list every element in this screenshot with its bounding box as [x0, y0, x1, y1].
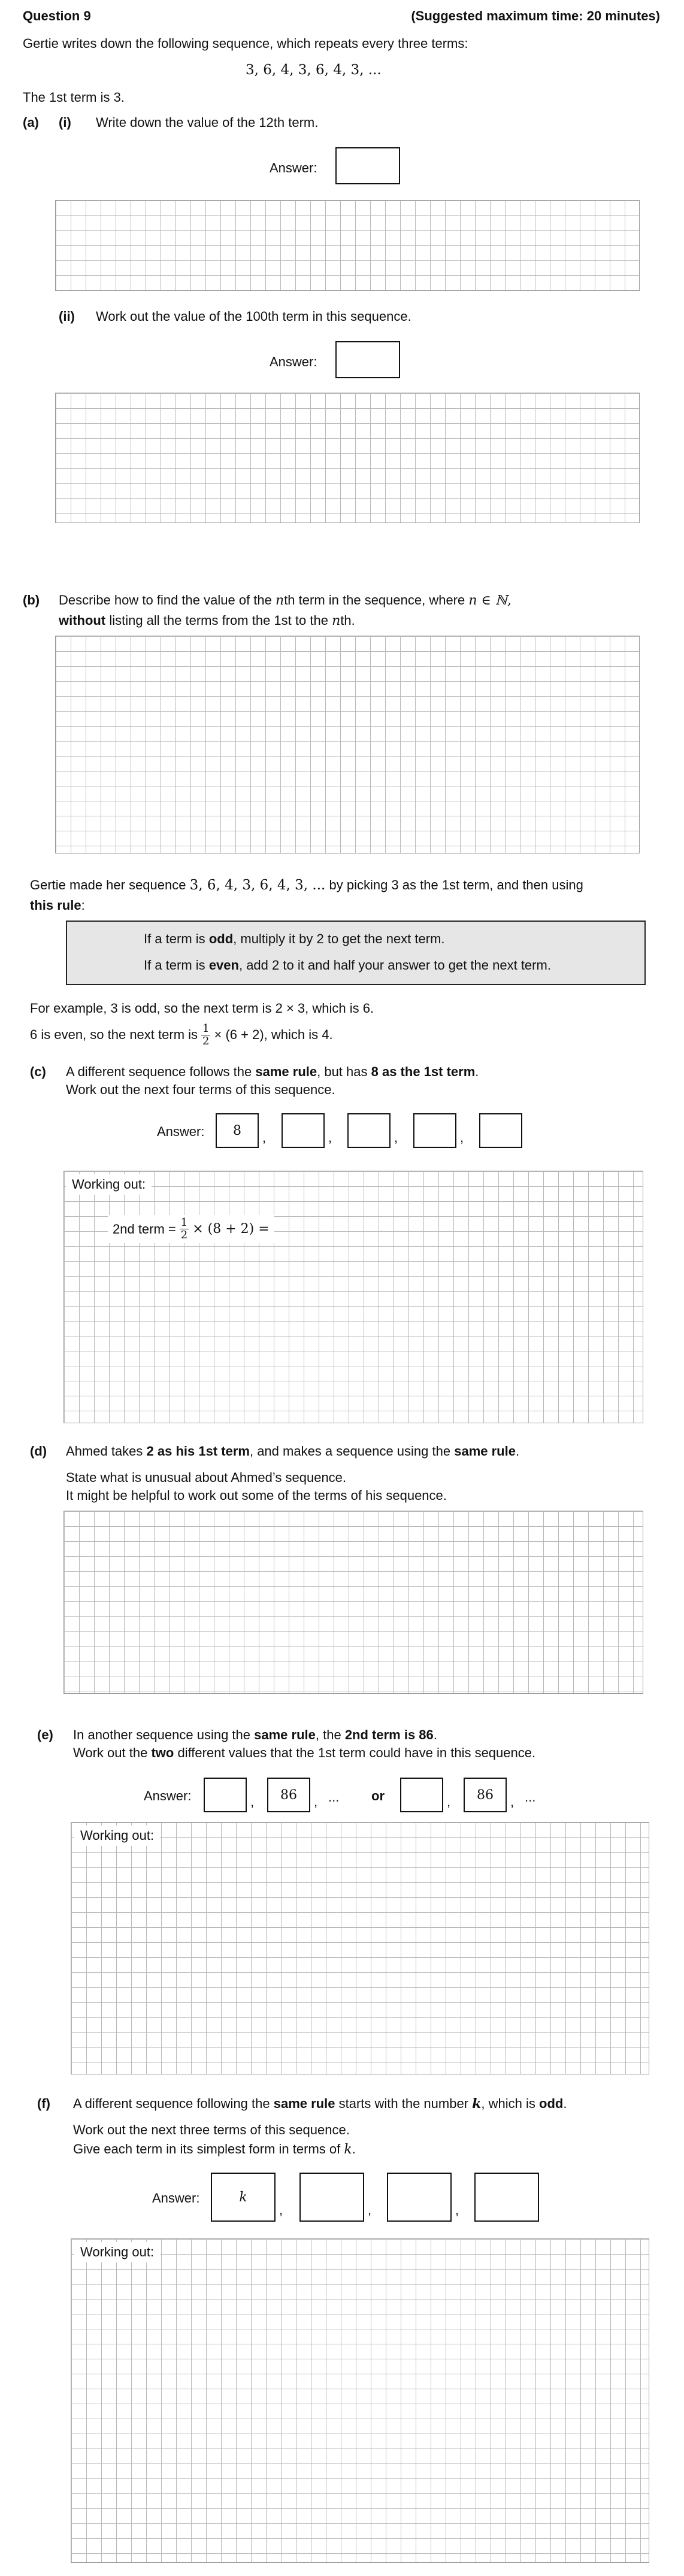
emphasis-text: 8 as the 1st term [371, 1064, 476, 1079]
first-term-text: The 1st term is 3. [23, 90, 125, 105]
part-b-text: listing all the terms from the 1st to the [109, 613, 328, 628]
answer-box-c-5[interactable] [479, 1113, 522, 1148]
example-text: 6 is even, so the next term is [30, 1027, 198, 1042]
answer-label: Answer: [144, 1788, 192, 1803]
comma: , [328, 1130, 332, 1145]
part-b-text: Describe how to find the value of the [59, 593, 272, 607]
suggested-time: (Suggested maximum time: 20 minutes) [411, 8, 660, 23]
ellipsis: ... [525, 1790, 536, 1805]
comma: , [394, 1130, 398, 1145]
rule-text: If a term is [144, 931, 205, 946]
comma: , [368, 2203, 372, 2217]
answer-box-c-2[interactable] [282, 1113, 325, 1148]
emphasis-text: 2 as his 1st term [146, 1444, 250, 1459]
part-f-text: A different sequence following the [73, 2096, 270, 2111]
math-condition: n ∈ ℕ, [468, 593, 512, 608]
emphasis-text: 2nd term is 86 [344, 1727, 434, 1742]
emphasis-text: odd [208, 931, 234, 946]
part-a-i-label: (i) [59, 115, 71, 130]
working-grid-f[interactable] [71, 2238, 649, 2563]
answer-box-c-3[interactable] [347, 1113, 391, 1148]
answer-box-f-2[interactable] [299, 2173, 364, 2222]
fraction-denominator: 2 [202, 1034, 210, 1047]
part-c-question-line-1 [66, 1064, 479, 1080]
part-d-text: , and makes a sequence using the [249, 1444, 451, 1459]
punctuation: . [563, 2096, 567, 2111]
answer-label: Answer: [152, 2191, 200, 2206]
rule-intro-text: Gertie made her sequence [30, 877, 186, 892]
math-n: n [332, 613, 341, 628]
rule-intro-text: by picking 3 as the 1st term, and then using [329, 877, 583, 892]
comma: , [447, 1794, 451, 1809]
rule-text: , multiply it by 2 to get the next term. [233, 931, 445, 946]
part-a-i-question: Write down the value of the 12th term. [96, 115, 319, 130]
part-d-label: (d) [30, 1444, 47, 1459]
punctuation: . [475, 1064, 479, 1079]
answer-box-f-4[interactable] [474, 2173, 539, 2222]
ellipsis: ... [328, 1790, 340, 1805]
emphasis-text: same rule [454, 1444, 516, 1459]
part-e-question-line-1 [73, 1727, 437, 1743]
answer-label: Answer: [270, 354, 317, 369]
hint-text: 2nd term = [113, 1221, 176, 1237]
part-a-ii-question: Work out the value of the 100th term in this sequence. [96, 309, 411, 324]
answer-box-a-ii[interactable] [335, 341, 400, 378]
part-f-question-line-2: Work out the next three terms of this sequence. [73, 2122, 350, 2137]
part-b-label: (b) [23, 593, 40, 607]
answer-box-e-2[interactable] [400, 1778, 443, 1812]
part-f-text: starts with the number [338, 2096, 469, 2111]
or-label: or [371, 1788, 385, 1803]
answer-label: Answer: [270, 160, 317, 175]
working-grid-c[interactable] [63, 1171, 643, 1423]
part-b-question-line-1 [59, 593, 512, 608]
answer-box-f-1: k [211, 2173, 276, 2222]
part-e-label: (e) [37, 1727, 53, 1742]
sequence-display: 3, 6, 4, 3, 6, 4, 3, ... [246, 62, 382, 78]
example-line-2 [30, 1020, 333, 1050]
emphasis-text: two [151, 1745, 174, 1760]
hint-text: × (8 + 2) = [192, 1222, 270, 1237]
punctuation: . [352, 2141, 356, 2156]
comma: , [510, 1794, 514, 1809]
comma: , [455, 2203, 459, 2217]
rule-intro-line-1 [30, 877, 583, 893]
comma: , [314, 1794, 318, 1809]
fraction-half [201, 1023, 210, 1047]
part-c-text: , but has [317, 1064, 368, 1079]
part-c-hint [108, 1215, 274, 1243]
example-line-1: For example, 3 is odd, so the next term is 2 × 3, which is 6. [30, 1001, 374, 1016]
part-c-text: A different sequence follows the [66, 1064, 252, 1079]
fraction-half [180, 1217, 189, 1241]
part-c-label: (c) [30, 1064, 46, 1079]
part-f-text: Give each term in its simplest form in terms of [73, 2141, 341, 2156]
working-grid-b[interactable] [55, 636, 640, 853]
rule-sequence: 3, 6, 4, 3, 6, 4, 3, ... [189, 877, 326, 893]
part-d-text: Ahmed takes [66, 1444, 143, 1459]
part-e-text: , the [315, 1727, 341, 1742]
question-title: Question 9 [23, 8, 91, 23]
part-e-question-line-2 [73, 1745, 535, 1761]
emphasis-text: same rule [273, 2096, 335, 2111]
emphasis-text: without [59, 613, 106, 628]
rule-odd [144, 931, 445, 947]
math-k: k [472, 2096, 482, 2112]
working-grid-d[interactable] [63, 1511, 643, 1694]
rule-even [144, 958, 551, 973]
part-e-text: In another sequence using the [73, 1727, 251, 1742]
answer-box-e-1[interactable] [204, 1778, 247, 1812]
part-c-question-line-2: Work out the next four terms of this sequence. [66, 1082, 335, 1097]
working-out-label: Working out: [74, 1825, 160, 1846]
rule-text: , add 2 to it and half your answer to get the next term. [238, 958, 551, 973]
intro-text: Gertie writes down the following sequence, which repeats every three terms: [23, 36, 468, 51]
part-f-question-line-3 [73, 2141, 356, 2157]
part-f-question-line-1 [73, 2096, 567, 2112]
rule-box [66, 921, 646, 985]
part-d-question-line-2: State what is unusual about Ahmed’s sequence. [66, 1470, 347, 1485]
comma: , [279, 2203, 283, 2217]
part-b-text: th term in the sequence, where [284, 593, 465, 607]
punctuation: : [81, 898, 85, 913]
answer-box-a-i[interactable] [335, 147, 400, 184]
emphasis-text: odd [539, 2096, 564, 2111]
emphasis-text: this rule [30, 898, 81, 913]
answer-box-e-86-second: 86 [464, 1778, 507, 1812]
comma: , [250, 1794, 255, 1809]
part-d-question-line-3: It might be helpful to work out some of the terms of his sequence. [66, 1488, 447, 1503]
fraction-numerator: 1 [180, 1216, 188, 1229]
rule-intro-line-2 [30, 898, 85, 913]
working-grid-a-ii[interactable] [55, 393, 640, 523]
math-n: n [276, 593, 285, 608]
part-d-question-line-1 [66, 1444, 519, 1459]
working-grid-e[interactable] [71, 1822, 649, 2074]
answer-box-f-3[interactable] [387, 2173, 452, 2222]
part-e-text: Work out the [73, 1745, 148, 1760]
punctuation: . [433, 1727, 437, 1742]
part-a-ii-label: (ii) [59, 309, 75, 324]
answer-box-c-1: 8 [216, 1113, 259, 1148]
answer-label: Answer: [157, 1124, 205, 1139]
working-out-label: Working out: [66, 1174, 152, 1195]
part-f-label: (f) [37, 2096, 50, 2111]
punctuation: . [515, 1444, 520, 1459]
emphasis-text: even [208, 958, 239, 973]
emphasis-text: same rule [254, 1727, 316, 1742]
part-b-question-line-2 [59, 613, 355, 628]
fraction-denominator: 2 [180, 1229, 188, 1241]
part-a-label: (a) [23, 115, 39, 130]
comma: , [460, 1130, 464, 1145]
working-grid-a-i[interactable] [55, 200, 640, 291]
math-k: k [344, 2142, 352, 2157]
answer-box-e-86: 86 [267, 1778, 310, 1812]
part-f-text: , which is [481, 2096, 535, 2111]
example-text: × (6 + 2), which is 4. [214, 1027, 333, 1042]
comma: , [262, 1130, 267, 1145]
emphasis-text: same rule [255, 1064, 317, 1079]
answer-box-c-4[interactable] [413, 1113, 456, 1148]
rule-text: If a term is [144, 958, 205, 973]
part-e-text: different values that the 1st term could have in this sequence. [177, 1745, 536, 1760]
fraction-numerator: 1 [202, 1022, 210, 1035]
part-b-text: th. [340, 613, 355, 628]
working-out-label: Working out: [74, 2242, 160, 2262]
